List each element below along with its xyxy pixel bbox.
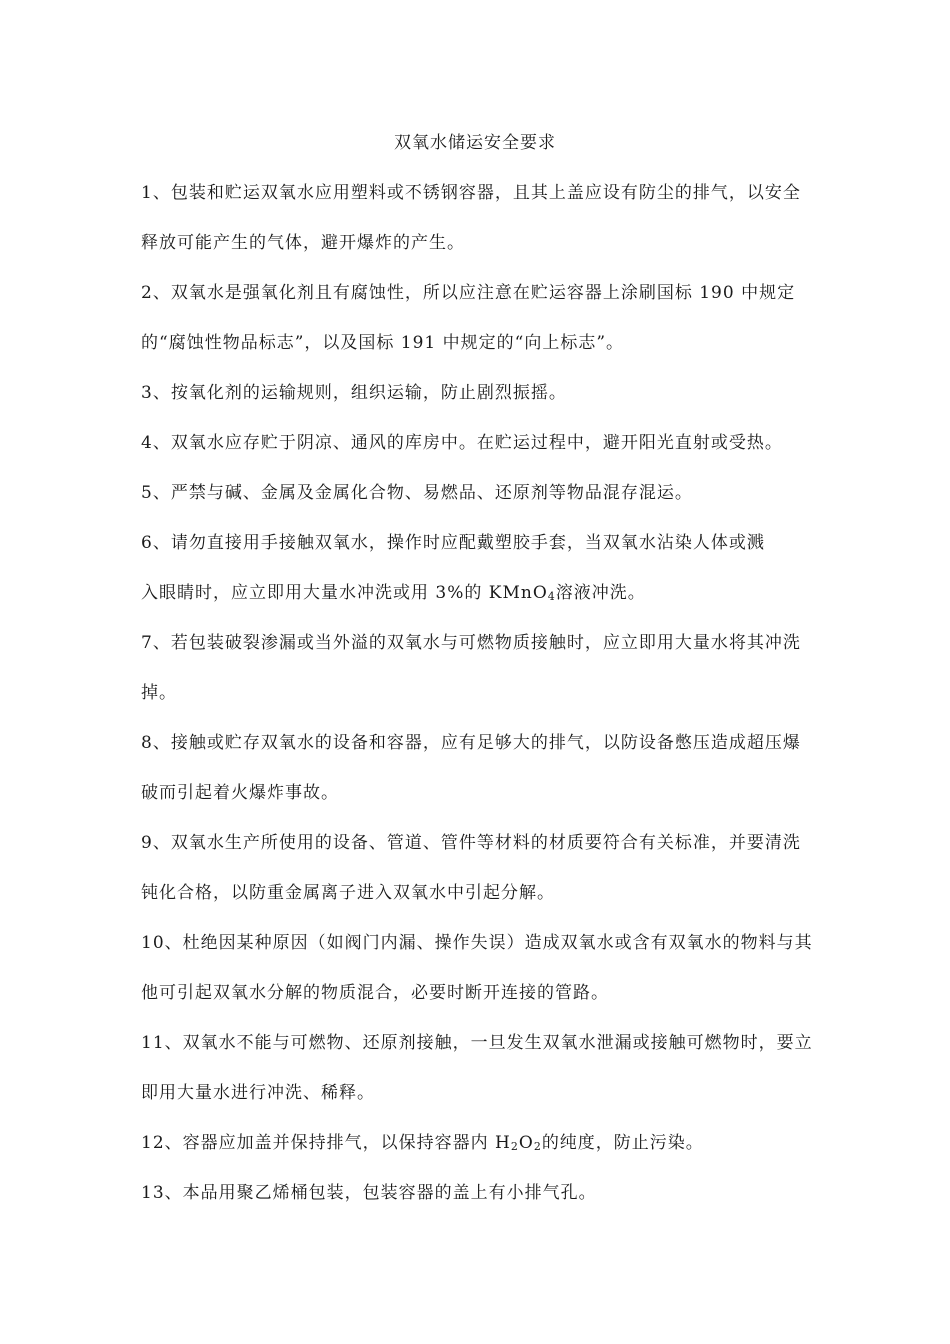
text-run: 12、容器应加盖并保持排气，以保持容器内 H xyxy=(141,1133,511,1153)
paragraph-line: 6、请勿直接用手接触双氧水，操作时应配戴塑胶手套，当双氧水沾染人体或溅 xyxy=(141,533,765,553)
paragraph-line: 4、双氧水应存贮于阴凉、通风的库房中。在贮运过程中，避开阳光直射或受热。 xyxy=(141,433,783,453)
paragraph-line: 钝化合格，以防重金属离子进入双氧水中引起分解。 xyxy=(141,883,555,903)
paragraph-line: 即用大量水进行冲洗、稀释。 xyxy=(141,1083,375,1103)
paragraph-line: 10、杜绝因某种原因（如阀门内漏、操作失误）造成双氧水或含有双氧水的物料与其 xyxy=(141,933,813,953)
text-run: O xyxy=(518,1133,534,1153)
paragraph-line xyxy=(141,580,813,606)
paragraph-line: 11、双氧水不能与可燃物、还原剂接触，一旦发生双氧水泄漏或接触可燃物时，要立 xyxy=(141,1033,813,1053)
document-body xyxy=(141,180,813,1230)
subscript: 4 xyxy=(547,590,556,603)
paragraph-line: 9、双氧水生产所使用的设备、管道、管件等材料的材质要符合有关标准，并要清洗 xyxy=(141,833,801,853)
paragraph-line: 7、若包装破裂渗漏或当外溢的双氧水与可燃物质接触时，应立即用大量水将其冲洗 xyxy=(141,633,801,653)
paragraph-10 xyxy=(141,930,813,1006)
document-title: 双氧水储运安全要求 xyxy=(394,133,556,153)
paragraph-line xyxy=(141,1130,813,1156)
paragraph-line: 释放可能产生的气体，避开爆炸的产生。 xyxy=(141,233,465,253)
paragraph-6-continued xyxy=(141,580,813,606)
subscript: 2 xyxy=(510,1140,519,1153)
text-run: 的纯度，防止污染。 xyxy=(541,1133,704,1153)
paragraph-9 xyxy=(141,830,813,906)
text-run: 入眼睛时，应立即用大量水冲洗或用 3%的 KMnO xyxy=(141,583,548,603)
paragraph-line: 3、按氧化剂的运输规则，组织运输，防止剧烈振摇。 xyxy=(141,383,567,403)
paragraph-13 xyxy=(141,1180,813,1206)
paragraph-8 xyxy=(141,730,813,806)
paragraph-line: 的“腐蚀性物品标志”，以及国标 191 中规定的“向上标志”。 xyxy=(141,333,625,353)
paragraph-2 xyxy=(141,280,813,356)
paragraph-3 xyxy=(141,380,813,406)
paragraph-12 xyxy=(141,1130,813,1156)
subscript: 2 xyxy=(533,1140,542,1153)
paragraph-7 xyxy=(141,630,813,706)
paragraph-5 xyxy=(141,480,813,506)
text-run: 溶液冲洗。 xyxy=(555,583,646,603)
paragraph-6 xyxy=(141,530,813,556)
paragraph-line: 1、包装和贮运双氧水应用塑料或不锈钢容器，且其上盖应设有防尘的排气，以安全 xyxy=(141,183,801,203)
paragraph-line: 掉。 xyxy=(141,683,177,703)
paragraph-line: 13、本品用聚乙烯桶包装，包装容器的盖上有小排气孔。 xyxy=(141,1183,597,1203)
paragraph-line: 8、接触或贮存双氧水的设备和容器，应有足够大的排气，以防设备憋压造成超压爆 xyxy=(141,733,801,753)
paragraph-line: 他可引起双氧水分解的物质混合，必要时断开连接的管路。 xyxy=(141,983,609,1003)
paragraph-line: 2、双氧水是强氧化剂且有腐蚀性，所以应注意在贮运容器上涂刷国标 190 中规定 xyxy=(141,283,796,303)
paragraph-4 xyxy=(141,430,813,456)
paragraph-line: 5、严禁与碱、金属及金属化合物、易燃品、还原剂等物品混存混运。 xyxy=(141,483,693,503)
paragraph-line: 破而引起着火爆炸事故。 xyxy=(141,783,339,803)
paragraph-11 xyxy=(141,1030,813,1106)
paragraph-1 xyxy=(141,180,813,256)
